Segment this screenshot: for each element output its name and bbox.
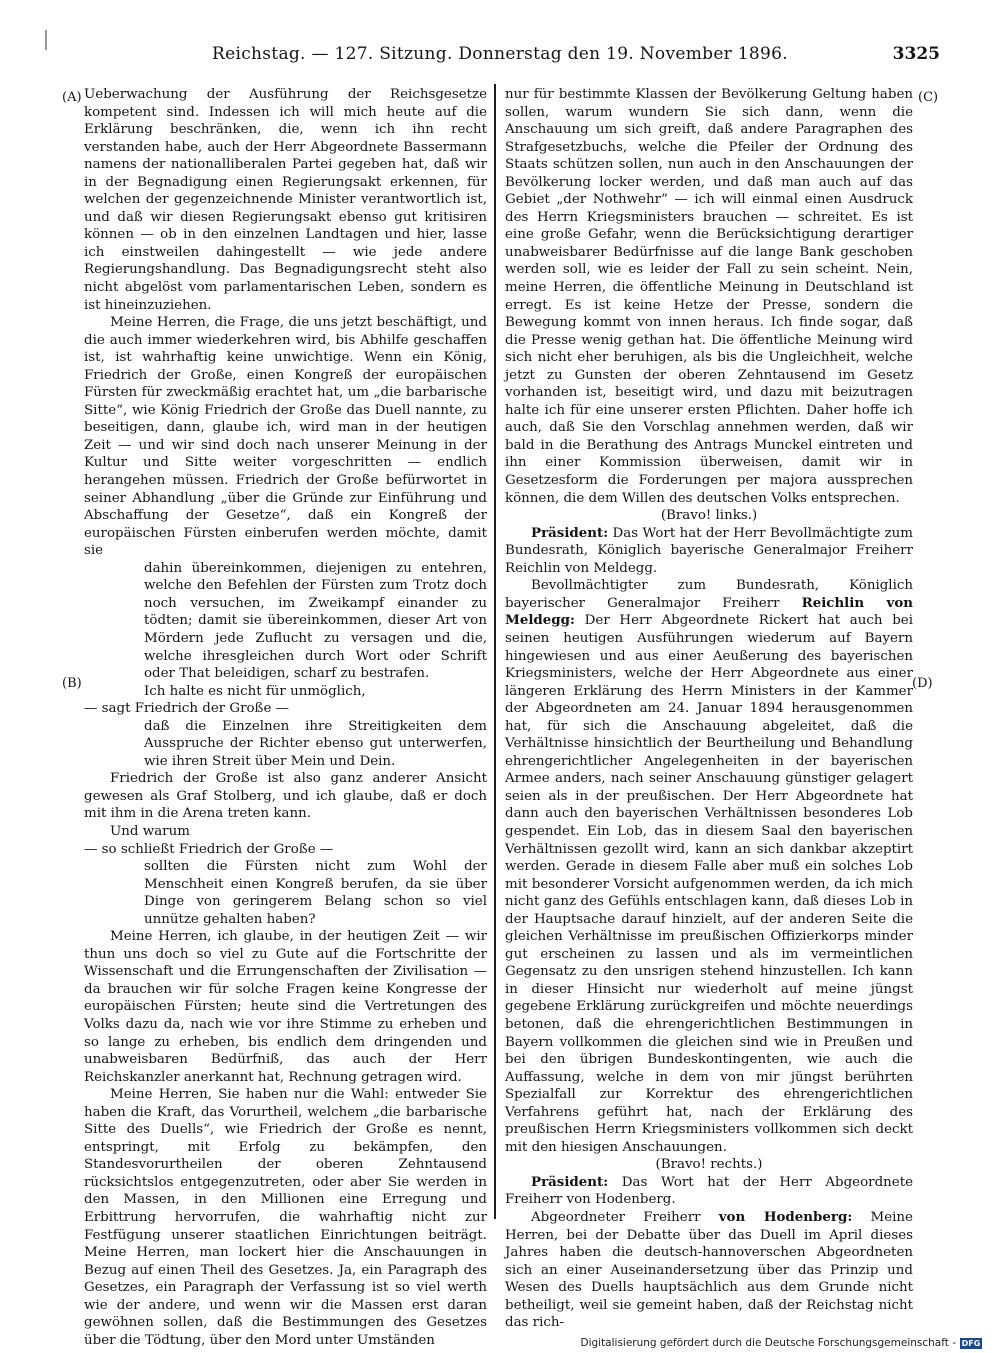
paragraph-text: Friedrich der Große ist also ganz anderer Ansicht gewesen als Graf Stolberg, und ich glaube, daß er doch mit ihm in die Arena treten kann. (84, 771, 487, 822)
paragraph (505, 507, 913, 525)
paragraph (84, 1086, 487, 1349)
paragraph-text: Das Wort hat der Herr Bevollmächtigte zum Bundesrath, Königlich bayerische Generalmajor Freiherr Reichlin von Meldegg. (505, 525, 913, 576)
paragraph-text: Ueberwachung der Ausführung der Reichsgesetze kompetent sind. Indessen ich will mich heute auf die Erklärung beschränken, die, wenn ich ihn recht verstanden habe, auch der Herr Abgeordnete Bassermann namens der nationalliberalen Partei gegeben hat, daß wir in der Begnadigung einen Regierungsakt erkennen, für welchen der gegenzeichnende Minister verantwortlich ist, und daß wir diesen Regierungsakt ebenso gut kritisiren können — ob in den einzelnen Landtagen und hier, lasse ich einstweilen dahingestellt — wie jede andere Regierungshandlung. Das Begnadigungsrecht steht also nicht abgelöst vom parlamentarischen Leben, sondern es ist hineinzuziehen. (84, 87, 487, 313)
paragraph (84, 314, 487, 560)
page-header (60, 42, 940, 72)
dfg-logo: DFG (961, 1338, 981, 1348)
paragraph-text: nur für bestimmte Klassen der Bevölkerung Geltung haben sollen, warum wundern Sie sich dann, wenn die Anschauung um sich greift, daß andere Paragraphen des Strafgesetzbuchs, welche die Pfeiler der Ordnung des Staats schützen sollen, nun auch in den Anschauungen der Bevölkerung locker werden, und daß man auch auf das Gebiet „der Nothwehr“ — ich will einmal einen Ausdruck des Herrn Kriegsministers brauchen — schreitet. Es ist eine große Gefahr, wenn die Berücksichtigung derartiger unabweisbarer Bedürfnisse auf die lange Bank geschoben werden soll, wie es leider der Fall zu sein scheint. Nein, meine Herren, die öffentliche Meinung in Deutschland ist erregt. Es ist keine Hetze der Presse, sondern die Bewegung kommt von innen heraus. Ich finde sogar, daß die Presse wenig gethan hat. Die öffentliche Meinung wird sich nicht eher beruhigen, als bis die Ungleichheit, welche jetzt zu Gunsten der oberen Zehntausend im Gesetz vorhanden ist, beseitigt wird, und dazu mit beizutragen halte ich für eine unserer ersten Pflichten. Daher hoffe ich auch, daß Sie den Vorschlag annehmen werden, daß wir bald in die Berathung des Antrags Munckel eintreten und ihn einer Kommission überweisen, damit wir in Gesetzesform die Forderungen per majora aussprechen können, die dem Willen des deutschen Volks entsprechen. (505, 87, 913, 506)
paragraph (505, 525, 913, 578)
footer (580, 1337, 982, 1349)
paragraph (84, 823, 487, 841)
paragraph-text: (Bravo! rechts.) (655, 1157, 763, 1173)
margin-letter-a: (A) (62, 90, 82, 105)
paragraph (144, 718, 487, 771)
paragraph (505, 577, 913, 1156)
speaker-name: von Hodenberg: (718, 1209, 853, 1225)
paragraph-text: daß die Einzelnen ihre Streitigkeiten dem Ausspruche der Richter ebenso gut unterwerfen, wie ihren Streit über Mein und Dein. (144, 718, 487, 769)
paragraph (84, 928, 487, 1086)
paragraph (144, 858, 487, 928)
paragraph (144, 683, 487, 701)
running-head: Reichstag. — 127. Sitzung. Donnerstag den 19. November 1896. (212, 44, 788, 64)
paragraph-text: Meine Herren, ich glaube, in der heutigen Zeit — wir thun uns doch so viel zu Gute auf die Fortschritte der Wissenschaft und die Errungenschaften der Zivilisation — da brauchen wir für solche Fragen keine Kongresse der europäischen Fürsten; heute sind die Vertretungen des Volks dazu da, nach wie vor ihre Stimme zu erheben und so lange zu erheben, bis endlich dem dringenden und unabweisbaren Bedürfniß, das auch der Herr Reichskanzler anerkannt hat, Rechnung getragen wird. (84, 929, 487, 1085)
paragraph-text: — sagt Friedrich der Große — (84, 701, 290, 717)
paragraph-text: Meine Herren, die Frage, die uns jetzt beschäftigt, und die auch immer wiederkehren wird, bis Abhilfe geschaffen ist, ist wahrhaftig keine unwichtige. Wenn ein König, Friedrich der Große, einen Kongreß der europäischen Fürsten für zweckmäßig erachtet hat, um „die barbarische Sitte“, wie König Friedrich der Große das Duell nannte, zu beseitigen, dann, glaube ich, wird man in der heutigen Zeit — und wir sind doch nach unserer Meinung in der Kultur und Sitte weiter vorgeschritten — endlich herangehen müssen. Friedrich der Große befürwortet in seiner Abhandlung „über die Gründe zur Einführung und Abschaffung der Gesetze“, daß ein Kongreß der europäischen Fürsten einberufen werden möchte, damit sie (84, 315, 487, 559)
paragraph-text: (Bravo! links.) (660, 508, 758, 524)
scan-mark (45, 30, 47, 50)
paragraph (505, 1209, 913, 1332)
footer-credit: Digitalisierung gefördert durch die Deutsche Forschungsgemeinschaft - (580, 1337, 956, 1349)
left-column (84, 86, 487, 1348)
paragraph (505, 1156, 913, 1174)
margin-letter-b: (B) (62, 676, 82, 691)
paragraph (84, 841, 487, 859)
right-column (505, 86, 913, 1331)
speaker-name: Präsident: (531, 1173, 609, 1190)
page-number: 3325 (892, 44, 940, 64)
paragraph (84, 770, 487, 823)
paragraph-text: Bevollmächtigter zum Bundesrath, Königlich bayerischer Generalmajor Freiherr (505, 578, 913, 611)
paragraph-text: Der Herr Abgeordnete Rickert hat auch bei seinen heutigen Ausführungen wiederum auf Bayern hingewiesen und aus einer Aeußerung des bayerischen Kriegsministers, welche der Herr Abgeordnete aus einer längeren Erklärung des Herrn Ministers in der Kammer der Abgeordneten am 24. Januar 1894 herausgenommen hat, für sich die Anschauung abgeleitet, daß die Verhältnisse hinsichtlich der Beurtheilung und Behandlung ehrengerichtlicher Angelegenheiten in der bayerischen Armee anders, nach seiner Anschauung günstiger gelagert seien als in der preußischen. Der Herr Abgeordnete hat dann auch den bayerischen Verhältnissen besonderes Lob gespendet. Ein Lob, das in diesem Saal den bayerischen Verhältnissen gezollt wird, kann an sich dankbar akzeptirt werden. Gerade in diesem Falle aber muß ein solches Lob mit besonderer Vorsicht aufgenommen werden, da ich mich nicht ganz des Gefühls entschlagen kann, daß dieses Lob in der Hauptsache darauf hinzielt, auf der anderen Seite die gleichen Verhältnisse im preußischen Offizierkorps minder gut erscheinen zu lassen und als im vermeintlichen Gegensatz zu den unsrigen stehend hinzustellen. Ich kann in dieser Hinsicht nur wiederholt auf meine jüngst gegebene Erklärung zurückgreifen und möchte neuerdings betonen, daß die ehrengerichtlichen Bestimmungen in Bayern vollkommen die gleichen sind wie in Preußen und bei den übrigen Bundeskontingenten, wie auch die Auffassung, welche in dem von mir jüngst berührten Spezialfall zur Korrektur des ehrengerichtlichen Verfahrens geführt hat, nach der Erklärung des preußischen Herrn Kriegsministers vollkommen sich deckt mit den hiesigen Anschauungen. (505, 613, 913, 1155)
paragraph-text: Meine Herren, Sie haben nur die Wahl: entweder Sie haben die Kraft, das Vorurtheil, welchem „die barbarische Sitte des Duells“, wie Friedrich der Große es nennt, entspringt, mit Erfolg zu bekämpfen, den Standesvorurtheilen der oberen Zehntausend rücksichtslos entgegenzutreten, oder aber Sie werden in den Massen, in den Millionen eine Erregung und Erbittrung hervorrufen, die wahrhaftig nicht zur Festfügung unserer staatlichen Einrichtungen beiträgt. Meine Herren, man lockert hier die Anschauungen in Bezug auf einen Theil des Gesetzes. Ja, ein Paragraph des Gesetzes, ein Paragraph der Verfassung ist so viel werth wie der andere, und wenn wir die Massen erst daran gewöhnen sollen, daß die Bestimmungen des Gesetzes über die Tödtung, über den Mord unter Umständen (84, 1087, 487, 1348)
speaker-name: Präsident: (531, 524, 609, 541)
paragraph (84, 86, 487, 314)
paragraph-text: Und warum (110, 823, 190, 839)
paragraph (144, 560, 487, 683)
paragraph-text: — so schließt Friedrich der Große — (84, 841, 334, 857)
margin-letter-d: (D) (912, 676, 933, 691)
paragraph (84, 700, 487, 718)
column-divider (494, 84, 496, 1219)
paragraph-text: dahin übereinkommen, diejenigen zu entehren, welche den Befehlen der Fürsten zum Trotz doch noch versuchen, im Zweikampf einander zu tödten; damit sie übereinkommen, dieser Art von Mördern jede Zuflucht zu versagen und die, welche ihresgleichen durch Wort oder Schrift oder That beleidigen, scharf zu bestrafen. (144, 560, 487, 682)
speaker-name: Reichlin von Meldegg: (505, 594, 913, 629)
paragraph-text: Ich halte es nicht für unmöglich, (144, 683, 366, 699)
paragraph-text: Das Wort hat der Herr Abgeordnete Freiherr von Hodenberg. (505, 1174, 913, 1208)
paragraph-text: sollten die Fürsten nicht zum Wohl der Menschheit einen Kongreß berufen, da sie über Dinge von geringerem Belang schon so viel unnütze gehalten haben? (144, 859, 487, 927)
paragraph (505, 86, 913, 507)
paragraph-text: Abgeordneter Freiherr (531, 1210, 719, 1225)
paragraph (505, 1174, 913, 1209)
margin-letter-c: (C) (918, 90, 939, 105)
paragraph-text: Meine Herren, bei der Debatte über das Duell im April dieses Jahres haben die deutsch-hannoverschen Abgeordneten sich an einer Auseinandersetzung über das Prinzip und Wesen des Duells hauptsächlich aus dem Grunde nicht betheiligt, weil sie gemeint haben, daß der Reichstag nicht das rich- (505, 1210, 913, 1331)
